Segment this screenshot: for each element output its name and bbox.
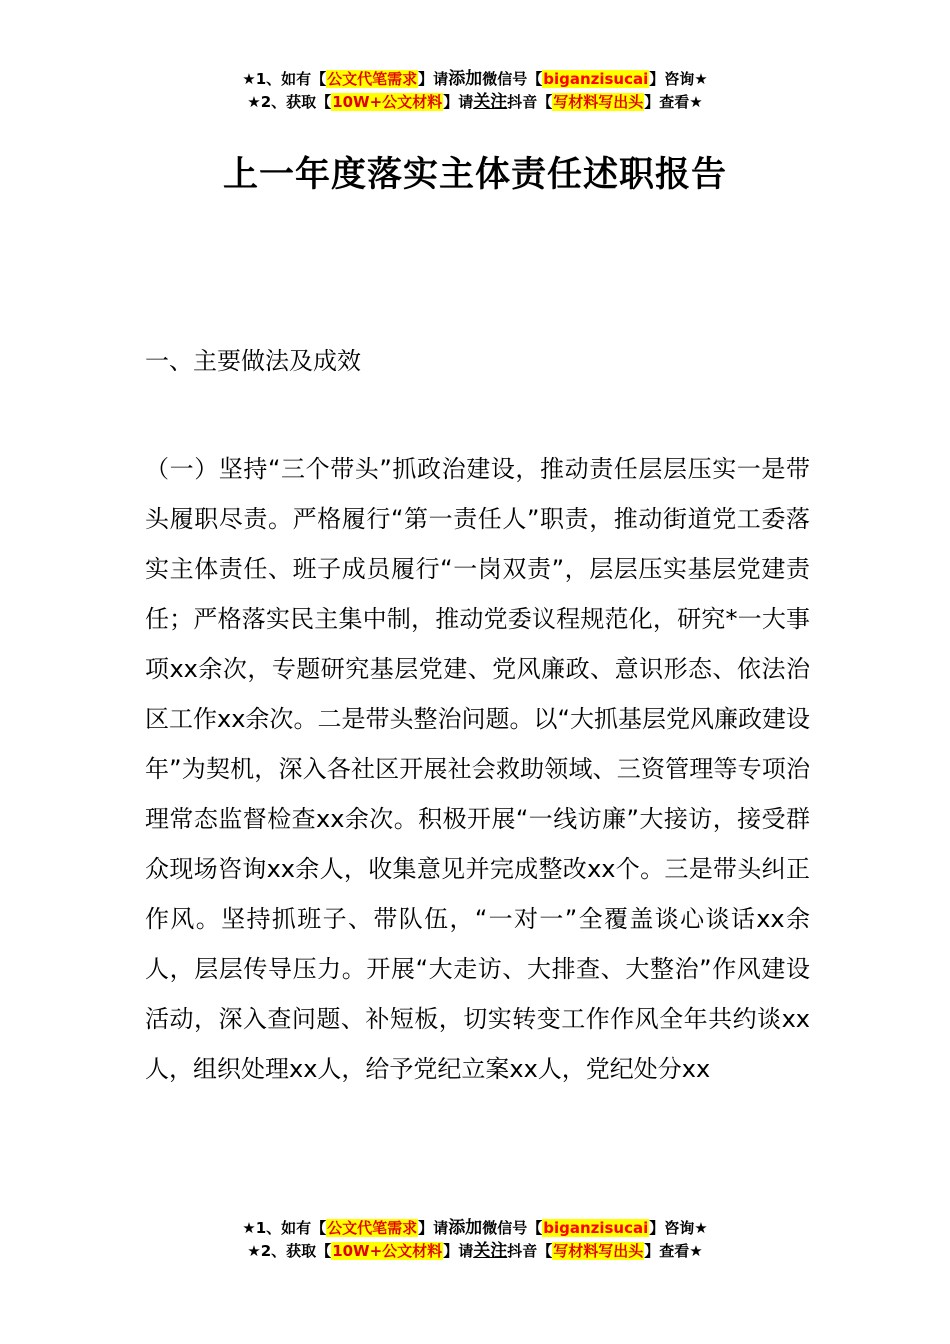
promo-text: 】查看★ <box>644 93 703 111</box>
bottom-promo-banner <box>0 1217 950 1263</box>
promo-highlight: 公文代笔需求 <box>327 70 418 88</box>
promo-highlight: 10W+公文材料 <box>332 1242 443 1260</box>
promo-line-2 <box>0 1240 950 1263</box>
promo-text: 抖音【 <box>507 93 553 111</box>
document-title: 上一年度落实主体责任述职报告 <box>222 155 727 195</box>
promo-highlight: 10W+公文材料 <box>332 93 443 111</box>
promo-text: 】请 <box>418 70 449 88</box>
promo-emphasis: 关注 <box>473 92 508 112</box>
promo-text: ★1、如有【 <box>242 1219 327 1237</box>
wechat-id-highlight: biganzisucai <box>543 1219 649 1237</box>
promo-emphasis: 添加 <box>448 69 483 89</box>
wechat-id-highlight: biganzisucai <box>543 70 649 88</box>
promo-text: 微信号【 <box>482 1219 543 1237</box>
promo-text: ★2、获取【 <box>247 93 332 111</box>
promo-line-1 <box>0 68 950 91</box>
promo-text: 抖音【 <box>507 1242 553 1260</box>
promo-text: 微信号【 <box>482 70 543 88</box>
promo-text: 】咨询★ <box>649 1219 708 1237</box>
promo-text: ★1、如有【 <box>242 70 327 88</box>
promo-text: 】查看★ <box>644 1242 703 1260</box>
section-heading: 一、主要做法及成效 <box>145 347 361 375</box>
promo-line-1 <box>0 1217 950 1240</box>
promo-text: ★2、获取【 <box>247 1242 332 1260</box>
top-promo-banner <box>0 68 950 114</box>
promo-text: 】咨询★ <box>649 70 708 88</box>
douyin-id-highlight: 写材料写出头 <box>553 93 644 111</box>
body-paragraph: （一）坚持“三个带头”抓政治建设，推动责任层层压实一是带头履职尽责。严格履行“第一责任人”职责，推动街道党工委落实主体责任、班子成员履行“一岗双责”，层层压实基层党建责任；严格落实民主集中制，推动党委议程规范化，研究*一大事项xx余次，专题研究基层党建、党风廉政、意识形态、依法治区工作xx余次。二是带头整治问题。以“大抓基层党风廉政建设年”为契机，深入各社区开展社会救助领域、三资管理等专项治理常态监督检查xx余次。积极开展“一线访廉”大接访，接受群众现场咨询xx余人，收集意见并完成整改xx个。三是带头纠正作风。坚持抓班子、带队伍，“一对一”全覆盖谈心谈话xx余人，层层传导压力。开展“大走访、大排查、大整治”作风建设活动，深入查问题、补短板，切实转变工作作风全年共约谈xx人，组织处理xx人，给予党纪立案xx人，党纪处分xx <box>145 455 810 1083</box>
promo-emphasis: 添加 <box>448 1218 483 1238</box>
body-paragraph-block <box>145 444 810 1094</box>
douyin-id-highlight: 写材料写出头 <box>553 1242 644 1260</box>
promo-emphasis: 关注 <box>473 1241 508 1261</box>
promo-text: 】请 <box>443 93 474 111</box>
promo-line-2 <box>0 91 950 114</box>
promo-text: 】请 <box>443 1242 474 1260</box>
promo-highlight: 公文代笔需求 <box>327 1219 418 1237</box>
promo-text: 】请 <box>418 1219 449 1237</box>
